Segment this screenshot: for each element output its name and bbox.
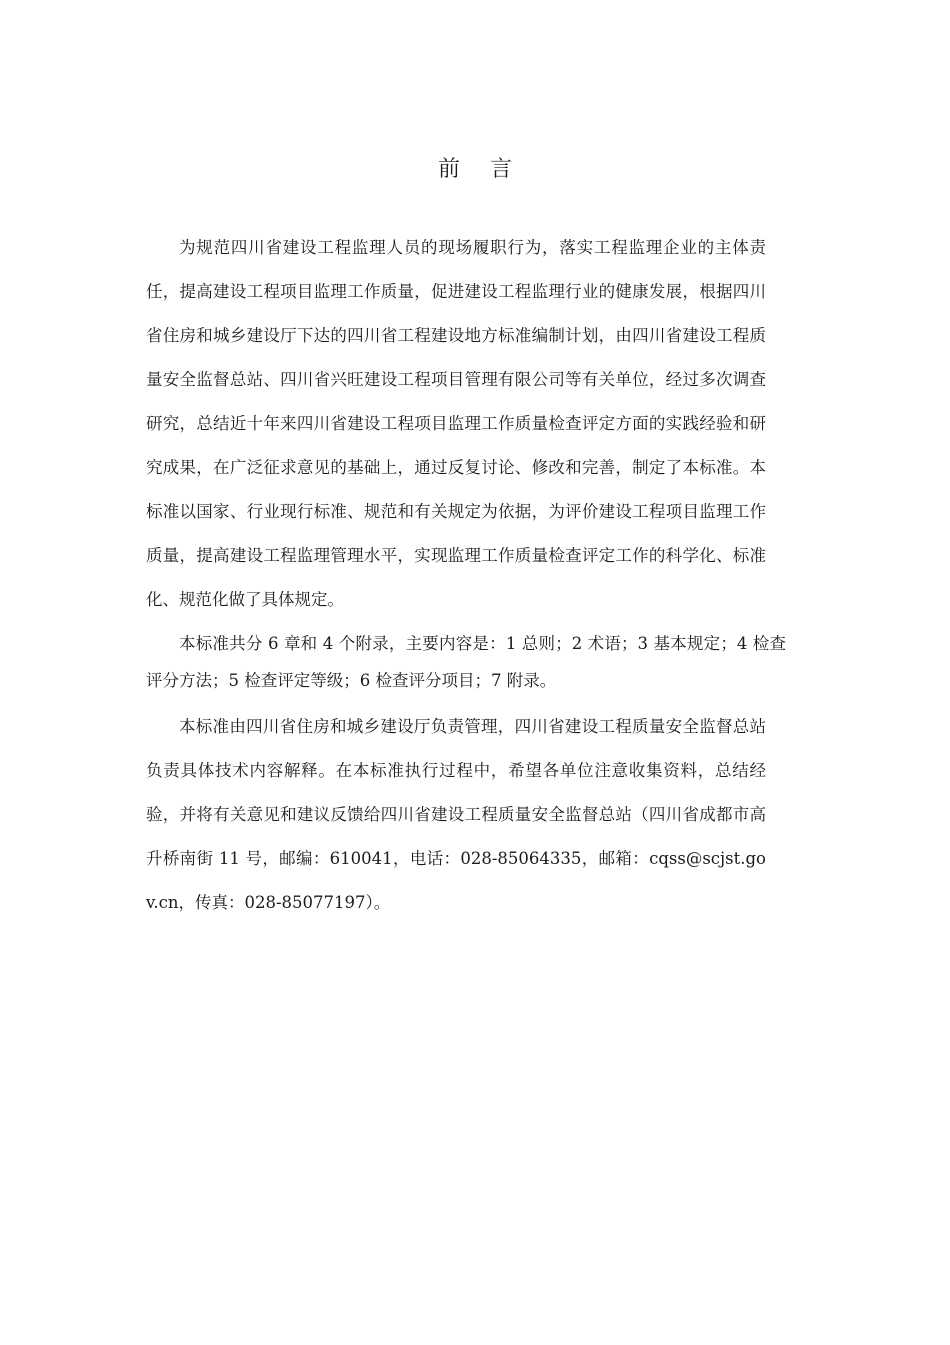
preface-paragraph-2: 本标准共分 6 章和 4 个附录，主要内容是：1 总则；2 术语；3 基本规定；4 检查评分方法；5 检查评定等级；6 检查评分项目；7 附录。 bbox=[146, 634, 786, 690]
preface-paragraph-1: 为规范四川省建设工程监理人员的现场履职行为，落实工程监理企业的主体责任，提高建设工程项目监理工作质量，促进建设工程监理行业的健康发展，根据四川省住房和城乡建设厅下达的四川省工程建设地方标准编制计划，由四川省建设工程质量安全监督总站、四川省兴旺建设工程项目管理有限公司等有关单位，经过多次调查研究，总结近十年来四川省建设工程项目监理工作质量检查评定方面的实践经验和研究成果，在广泛征求意见的基础上，通过反复讨论、修改和完善，制定了本标准。本标准以国家、行业现行标准、规范和有关规定为依据，为评价建设工程项目监理工作质量，提高建设工程监理管理水平，实现监理工作质量检查评定工作的科学化、标准化、规范化做了具体规定。 bbox=[146, 238, 766, 609]
page-title: 前言 bbox=[437, 157, 542, 182]
preface-paragraph-3: 本标准由四川省住房和城乡建设厅负责管理，四川省建设工程质量安全监督总站负责具体技术内容解释。在本标准执行过程中，希望各单位注意收集资料，总结经验，并将有关意见和建议反馈给四川省建设工程质量安全监督总站（四川省成都市高升桥南街 11 号，邮编：610041，电话：028-85064335，邮箱：cqss@scjst.gov.cn，传真：028-85077197）。 bbox=[146, 717, 766, 912]
preface-body bbox=[146, 226, 786, 925]
